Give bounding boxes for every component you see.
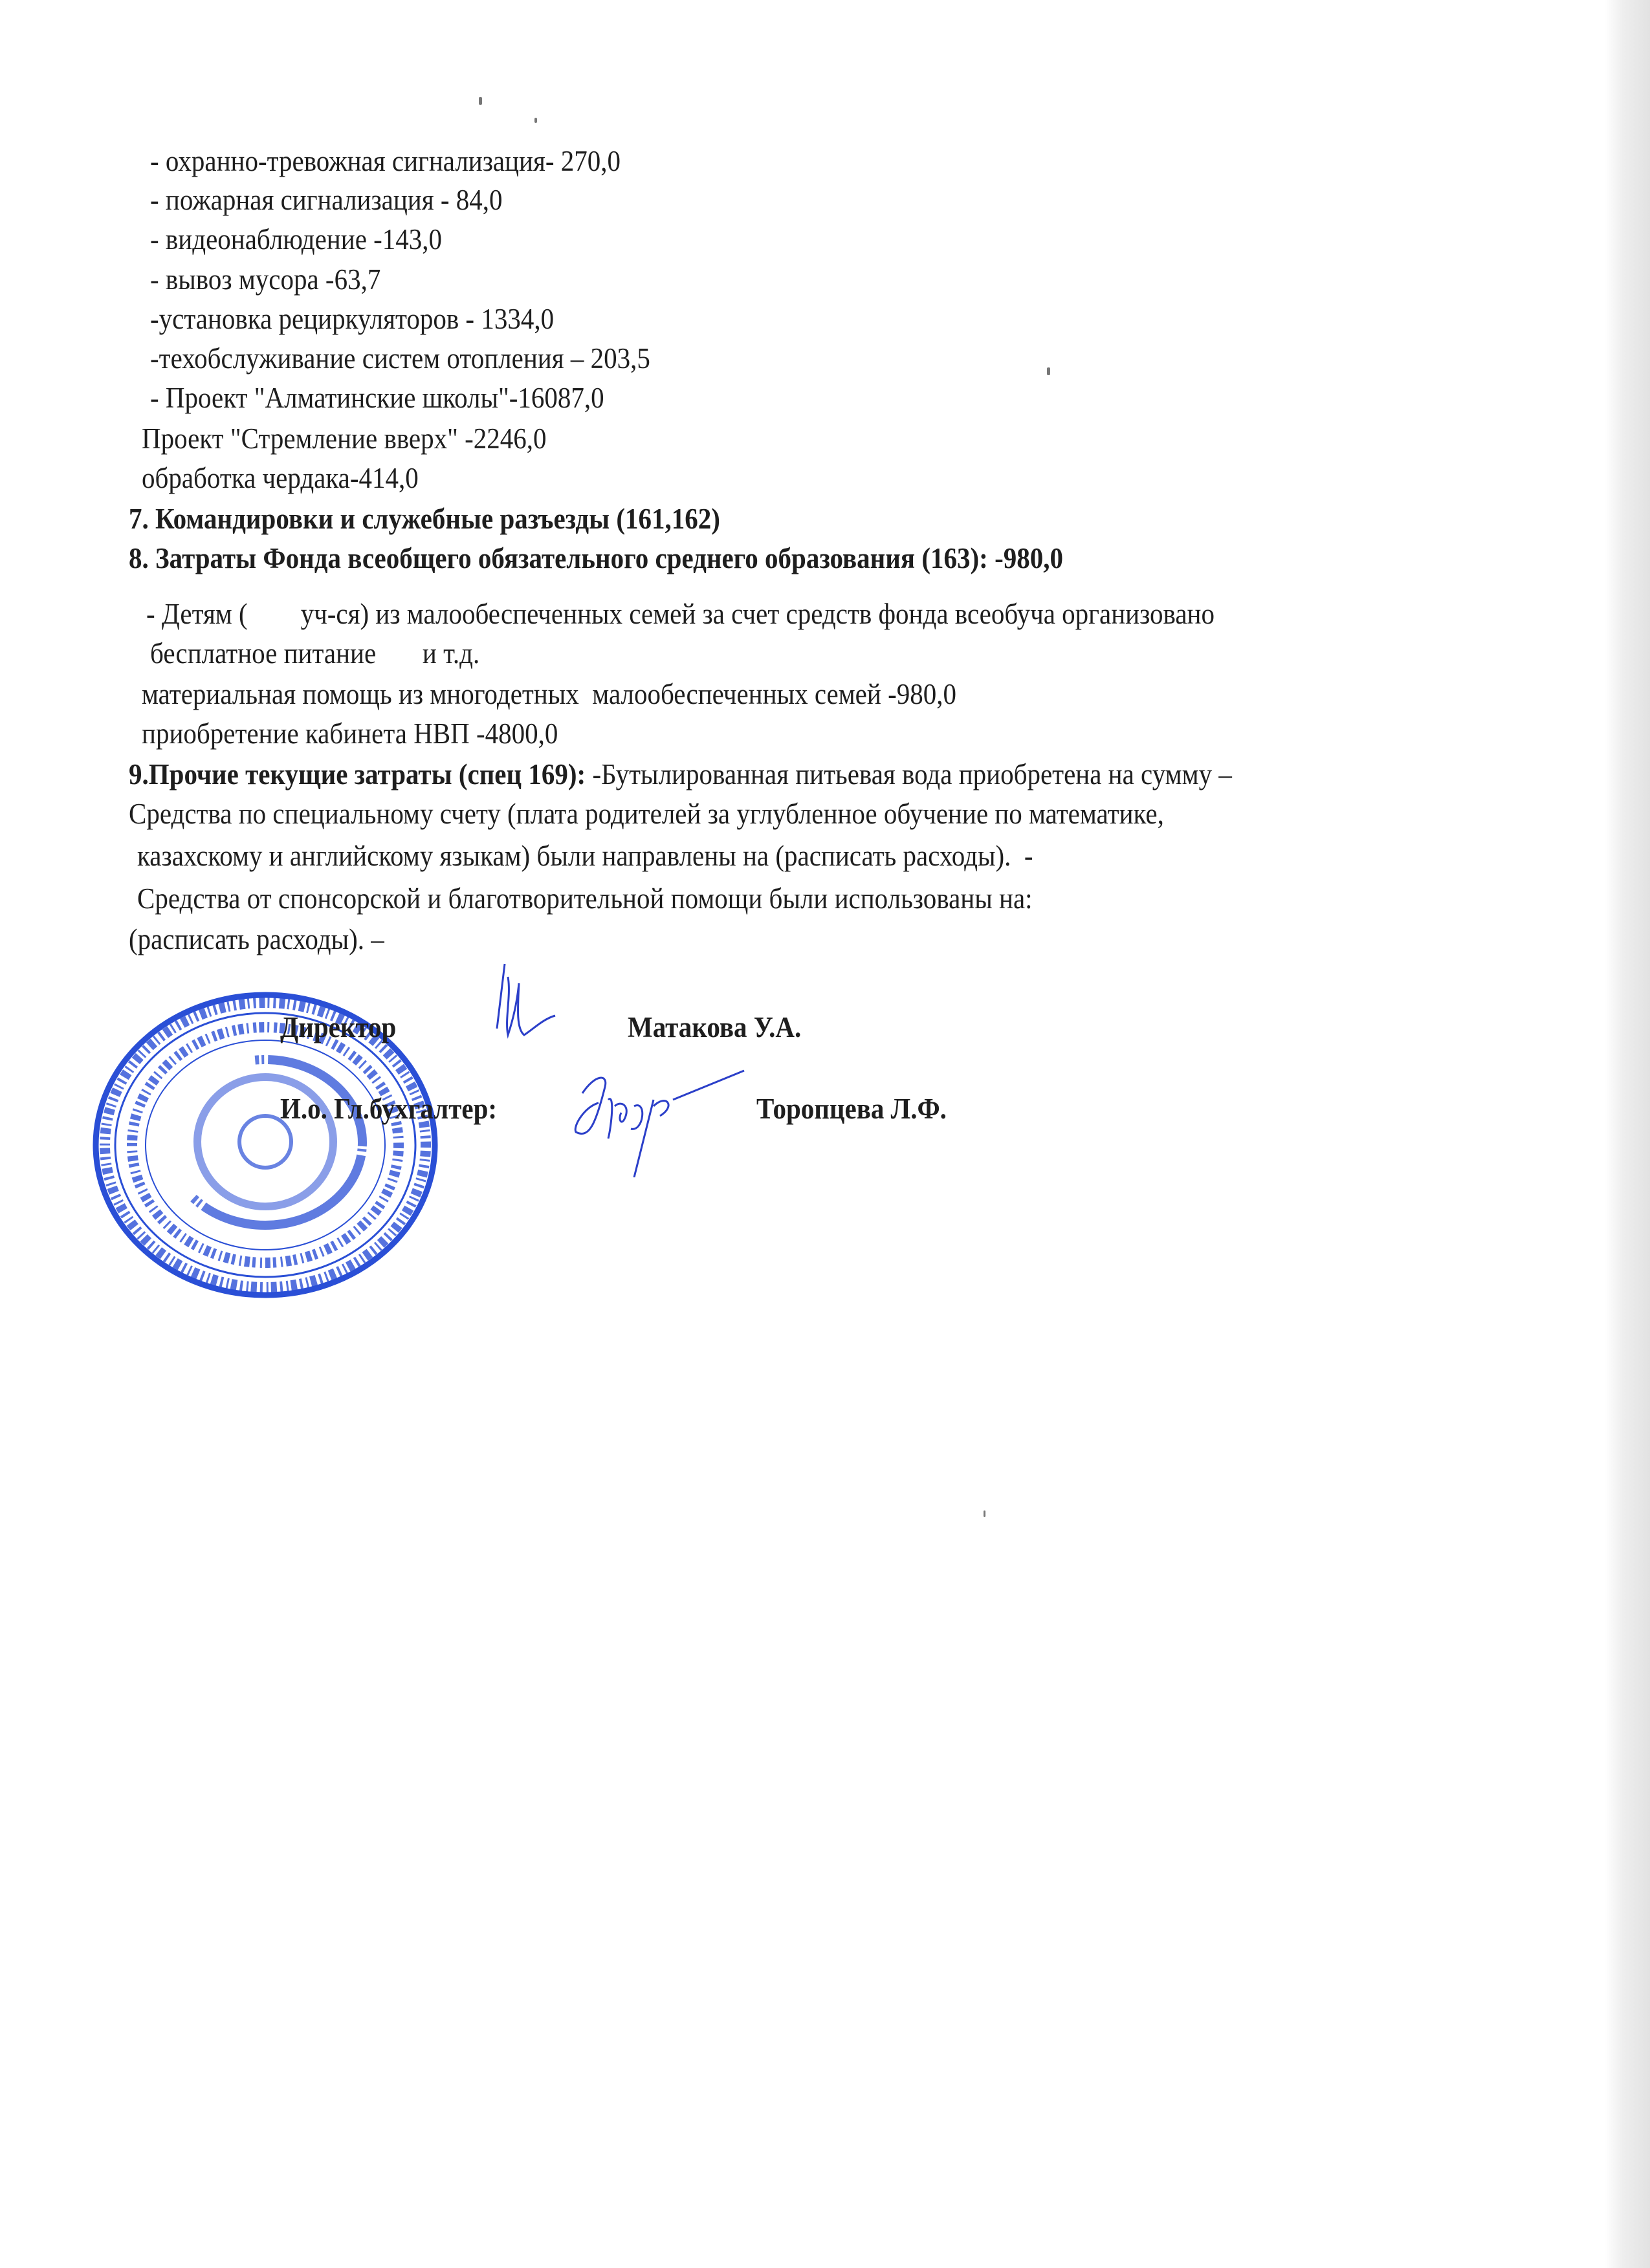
- director-title: Директор: [280, 1010, 397, 1044]
- expense-line-security-alarm: - охранно-тревожная сигнализация- 270,0: [150, 144, 621, 178]
- section-9-heading: 9.Прочие текущие затраты (спец 169):: [129, 757, 593, 791]
- section-8-heading: 8. Затраты Фонда всеобщего обязательного среднего образования (163): -980,0: [129, 541, 1063, 575]
- expense-line-recirculators: -установка рециркуляторов - 1334,0: [150, 301, 555, 336]
- scan-edge-shadow: [1605, 0, 1650, 2268]
- expense-line-project-up: Проект "Стремление вверх" -2246,0: [142, 421, 547, 455]
- expense-line-heating: -техобслуживание систем отопления – 203,5: [150, 341, 650, 375]
- accountant-name: Торопцева Л.Ф.: [756, 1091, 947, 1126]
- section-8-aid-line: материальная помощь из многодетных малообеспеченных семей -980,0: [142, 677, 956, 711]
- accountant-signature: [569, 1067, 751, 1177]
- director-name: Матакова У.А.: [628, 1010, 802, 1044]
- expense-line-fire-alarm: - пожарная сигнализация - 84,0: [150, 182, 503, 217]
- expense-line-attic: обработка чердака-414,0: [142, 461, 419, 495]
- scan-speck: [1047, 367, 1050, 375]
- scan-speck: [479, 97, 482, 105]
- section-8-nvp-line: приобретение кабинета НВП -4800,0: [142, 716, 558, 750]
- special-account-line-1: Средства по специальному счету (плата родителей за углубленное обучение по математике,: [129, 796, 1164, 831]
- special-account-line-2: казахскому и английскому языкам) были направлены на (расписать расходы). -: [137, 838, 1033, 873]
- scan-speck: [984, 1510, 985, 1517]
- section-8-meals-line: бесплатное питание и т.д.: [150, 636, 480, 670]
- section-9-water-text: -Бутылированная питьевая вода приобретена на сумму –: [592, 757, 1232, 791]
- director-signature: [479, 957, 556, 1054]
- section-8-children-line: - Детям ( уч-ся) из малообеспеченных семей за счет средств фонда всеобуча организовано: [146, 596, 1215, 631]
- accountant-title: И.о. Гл.бухгалтер:: [280, 1091, 498, 1126]
- expense-line-video: - видеонаблюдение -143,0: [150, 222, 443, 256]
- section-9-line: [129, 759, 1232, 789]
- sponsor-line-1: Средства от спонсорской и благотворительной помощи были использованы на:: [137, 881, 1033, 915]
- expense-line-garbage: - вывоз мусора -63,7: [150, 262, 381, 296]
- expense-line-almaty-schools: - Проект "Алматинские школы"-16087,0: [150, 380, 604, 415]
- scan-speck: [534, 118, 537, 123]
- sponsor-line-2: (расписать расходы). –: [129, 922, 384, 956]
- section-7-heading: 7. Командировки и служебные разъезды (161,162): [129, 501, 720, 536]
